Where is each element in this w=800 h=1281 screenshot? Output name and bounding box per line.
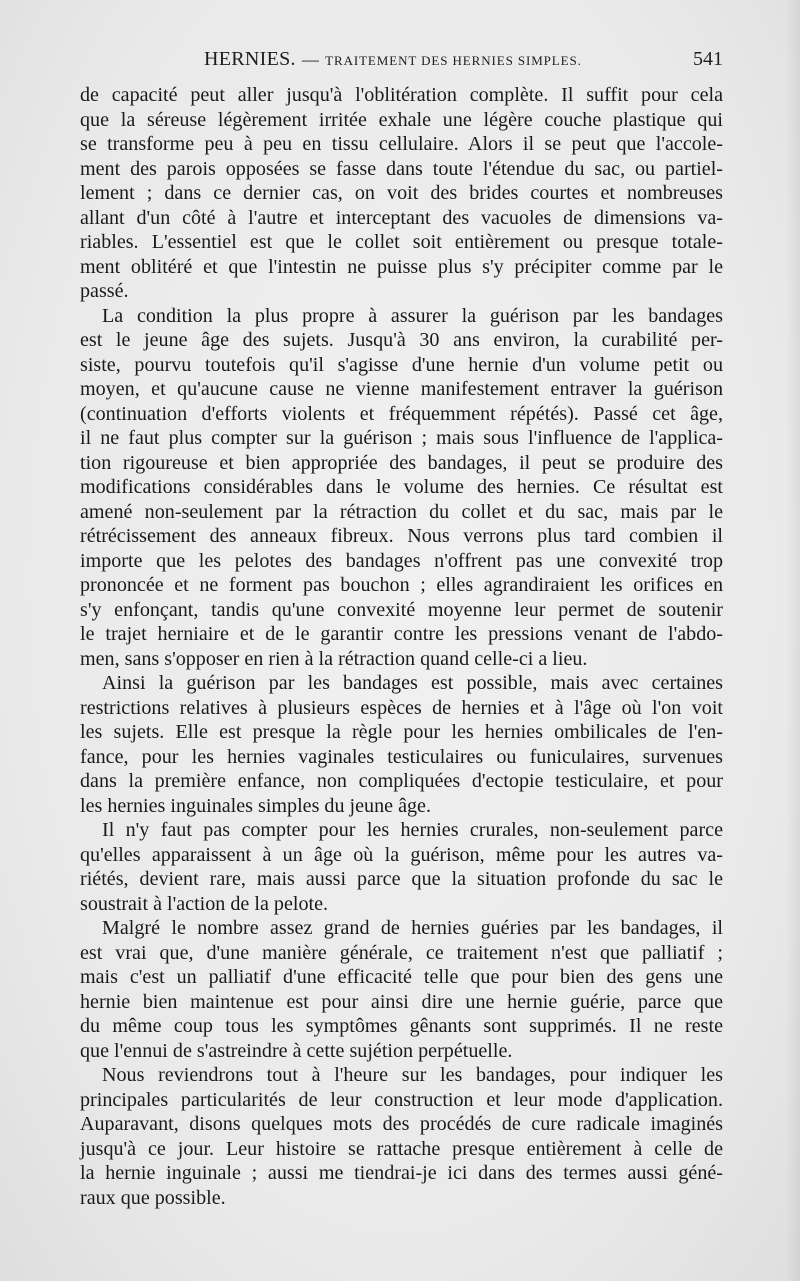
- text-line: que l'ennui de s'astreindre à cette sujétion perpétuelle.: [80, 1039, 513, 1062]
- header-title: HERNIES.: [204, 48, 296, 70]
- text-line: s'y enfonçant, tandis qu'une convexité moyenne leur permet de soutenir: [80, 598, 723, 621]
- text-line: prononcée et ne forment pas bouchon ; elles agrandiraient les orifices en: [80, 574, 723, 596]
- text-line: amené non-seulement par la rétraction du collet et du sac, mais par le: [80, 500, 723, 523]
- text-line: riables. L'essentiel est que le collet soit entièrement ou presque totale-: [80, 231, 723, 253]
- text-line: se transforme peu à peu en tissu cellulaire. Alors il se peut que l'accole-: [80, 133, 723, 155]
- header-subtitle: TRAITEMENT DES HERNIES SIMPLES.: [325, 53, 582, 68]
- text-line: il ne faut plus compter sur la guérison ; mais sous l'influence de l'applica-: [80, 427, 723, 449]
- text-line: importe que les pelotes des bandages n'offrent pas une convexité trop: [80, 549, 723, 572]
- body-text: [80, 83, 723, 1210]
- text-line: qu'elles apparaissent à un âge où la guérison, même pour les autres va-: [80, 843, 723, 866]
- text-line: hernie bien maintenue est pour ainsi dire une hernie guérie, parce que: [80, 990, 723, 1013]
- text-line: modifications considérables dans le volume des hernies. Ce résultat est: [80, 476, 723, 498]
- text-line: (continuation d'efforts violents et fréquemment répétés). Passé cet âge,: [80, 402, 723, 425]
- text-line: le trajet herniaire et de le garantir contre les pressions venant de l'abdo-: [80, 623, 723, 645]
- text-line: riétés, devient rare, mais aussi parce que la situation profonde du sac le: [80, 868, 723, 890]
- text-line: les hernies inguinales simples du jeune âge.: [80, 794, 431, 817]
- paragraph: [80, 916, 723, 1063]
- text-line: rétrécissement des anneaux fibreux. Nous verrons plus tard combien il: [80, 525, 723, 547]
- text-line: du même coup tous les symptômes gênants sont supprimés. Il ne reste: [80, 1015, 723, 1037]
- paragraph: [80, 304, 723, 672]
- text-line: fance, pour les hernies vaginales testiculaires ou funiculaires, survenues: [80, 745, 723, 768]
- page-number: 541: [693, 48, 723, 70]
- text-line: dans la première enfance, non compliquées d'ectopie testiculaire, et pour: [80, 770, 723, 792]
- text-line: ment oblitéré et que l'intestin ne puisse plus s'y précipiter comme par le: [80, 255, 723, 278]
- text-line: la hernie inguinale ; aussi me tiendrai-je ici dans des termes aussi géné-: [80, 1162, 723, 1184]
- text-line: jusqu'à ce jour. Leur histoire se rattache presque entièrement à celle de: [80, 1137, 723, 1160]
- text-line: raux que possible.: [80, 1186, 226, 1209]
- header-dash: —: [301, 50, 320, 69]
- text-line: de capacité peut aller jusqu'à l'oblitération complète. Il suffit pour cela: [80, 84, 723, 106]
- text-line: soustrait à l'action de la pelote.: [80, 892, 329, 915]
- text-line: moyen, et qu'aucune cause ne vienne manifestement entraver la guérison: [80, 378, 723, 400]
- text-line: les sujets. Elle est presque la règle pour les hernies ombilicales de l'en-: [80, 721, 723, 743]
- header-left: [204, 48, 582, 71]
- page-edge-shadow: [786, 0, 800, 1281]
- text-line: Nous reviendrons tout à l'heure sur les bandages, pour indiquer les: [102, 1064, 723, 1086]
- text-line: allant d'un côté à l'autre et interceptant des vacuoles de dimensions va-: [80, 206, 723, 229]
- text-line: restrictions relatives à plusieurs espèces de hernies et à l'âge où l'on voit: [80, 696, 723, 719]
- text-line: La condition la plus propre à assurer la guérison par les bandages: [102, 304, 723, 327]
- text-line: principales particularités de leur construction et leur mode d'application.: [80, 1088, 723, 1111]
- text-line: est le jeune âge des sujets. Jusqu'à 30 ans environ, la curabilité per-: [80, 329, 723, 351]
- paragraph: [80, 671, 723, 818]
- text-line: que la séreuse légèrement irritée exhale une légère couche plastique qui: [80, 108, 723, 131]
- text-line: Malgré le nombre assez grand de hernies guéries par les bandages, il: [102, 917, 723, 939]
- text-line: Il n'y faut pas compter pour les hernies crurales, non-seulement parce: [102, 819, 723, 841]
- text-line: tion rigoureuse et bien appropriée des bandages, il peut se produire des: [80, 451, 723, 474]
- text-line: Auparavant, disons quelques mots des procédés de cure radicale imaginés: [80, 1113, 723, 1135]
- text-line: mais c'est un palliatif d'une efficacité telle que pour bien des gens une: [80, 966, 723, 988]
- text-line: lement ; dans ce dernier cas, on voit des brides courtes et nombreuses: [80, 182, 723, 204]
- running-header: [80, 48, 723, 72]
- text-line: est vrai que, d'une manière générale, ce traitement n'est que palliatif ;: [80, 941, 723, 964]
- text-line: siste, pourvu toutefois qu'il s'agisse d'une hernie d'un volume petit ou: [80, 353, 723, 376]
- text-line: men, sans s'opposer en rien à la rétraction quand celle-ci a lieu.: [80, 647, 588, 670]
- text-line: Ainsi la guérison par les bandages est possible, mais avec certaines: [102, 672, 723, 694]
- paragraph: [80, 818, 723, 916]
- paragraph: [80, 83, 723, 304]
- text-line: passé.: [80, 280, 129, 302]
- paragraph: [80, 1063, 723, 1210]
- text-line: ment des parois opposées se fasse dans toute l'étendue du sac, ou partiel-: [80, 157, 723, 180]
